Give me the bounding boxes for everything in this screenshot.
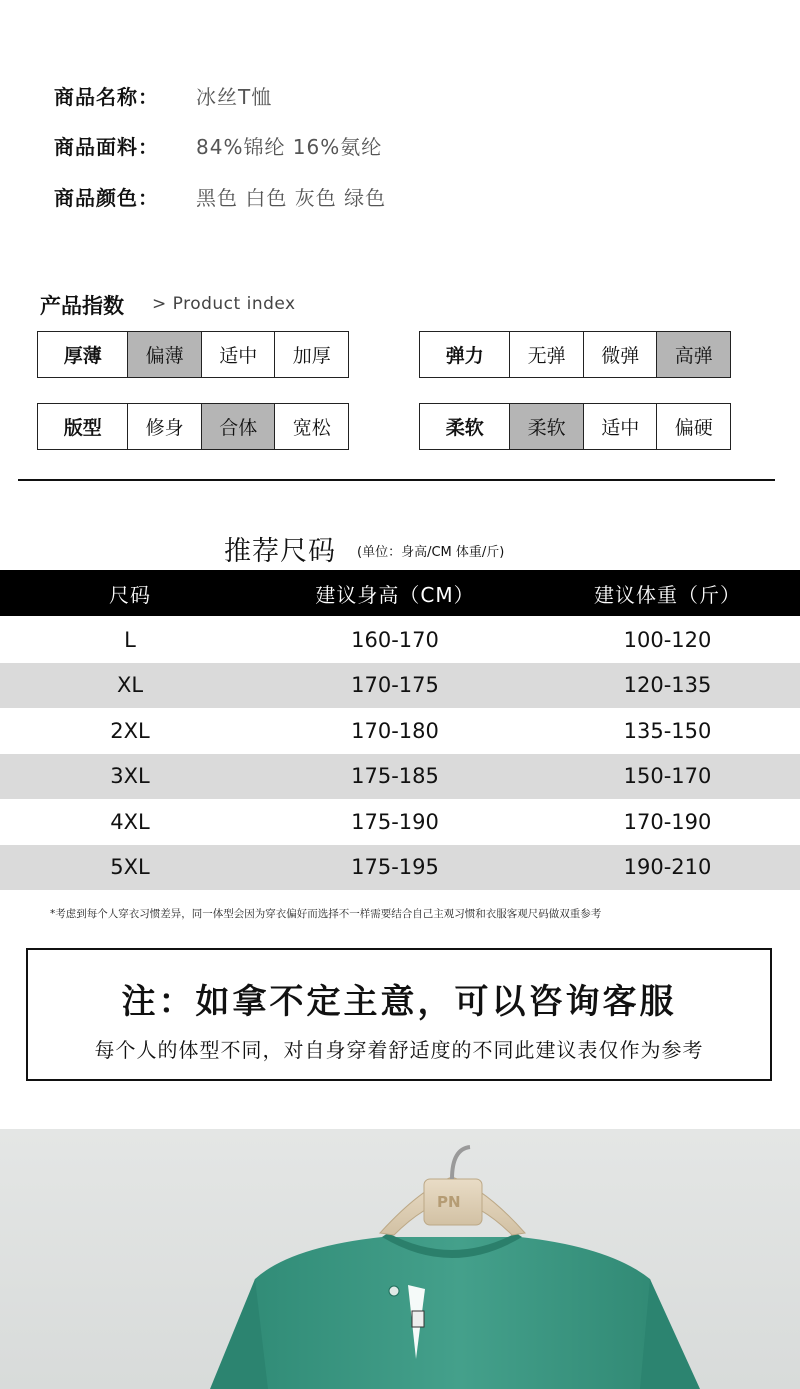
product-index-title: 产品指数 <box>40 294 124 318</box>
info-row-colors <box>54 181 386 211</box>
product-index-subtitle: > Product index <box>152 294 296 314</box>
weight-cell: 120-135 <box>623 673 712 698</box>
note-main-text: 注：如拿不定主意，可以咨询客服 <box>121 982 677 1022</box>
height-cell: 175-190 <box>351 809 439 834</box>
header-height: 建议身高（CM） <box>315 582 475 607</box>
size-cell: XL <box>116 673 144 698</box>
index-label: 厚薄 <box>63 345 102 367</box>
index-label: 弹力 <box>445 345 484 367</box>
size-cell: 2XL <box>110 718 150 743</box>
index-option: 高弹 <box>656 332 730 377</box>
size-cell: L <box>124 627 136 652</box>
table-row <box>0 799 800 845</box>
height-cell: 170-175 <box>351 673 439 698</box>
size-table-title: 推荐尺码 <box>224 536 336 567</box>
shirt-on-hanger-image <box>0 1129 800 1389</box>
index-label: 版型 <box>63 417 102 439</box>
index-option: 适中 <box>583 404 657 449</box>
hanger-brand-text: PN <box>437 1193 461 1211</box>
info-row-fabric <box>54 130 382 160</box>
index-fit <box>37 403 349 450</box>
height-cell: 160-170 <box>351 627 439 652</box>
note-sub-text: 每个人的体型不同，对自身穿着舒适度的不同此建议表仅作为参考 <box>94 1038 704 1062</box>
table-row <box>0 708 800 754</box>
index-option: 柔软 <box>509 404 583 449</box>
weight-cell: 100-120 <box>623 627 712 652</box>
header-size: 尺码 <box>109 582 151 607</box>
info-key: 商品名称： <box>54 84 159 109</box>
section-divider <box>18 479 775 481</box>
index-option: 加厚 <box>274 332 348 377</box>
size-cell: 4XL <box>110 809 150 834</box>
shirt-sleeve <box>640 1279 700 1389</box>
index-option: 宽松 <box>274 404 348 449</box>
weight-cell: 190-210 <box>623 855 712 880</box>
info-row-name <box>54 80 272 110</box>
table-row <box>0 663 800 709</box>
weight-cell: 170-190 <box>623 809 712 834</box>
index-elasticity <box>419 331 731 378</box>
size-cell: 5XL <box>110 855 150 880</box>
size-table-header <box>0 570 800 616</box>
header-weight: 建议体重（斤） <box>594 582 741 607</box>
index-option: 微弹 <box>583 332 657 377</box>
size-footnote: *考虑到每个人穿衣习惯差异，同一体型会因为穿衣偏好而选择不一样需要结合自己主观习惯和衣服客观尺码做双重参考 <box>50 908 602 920</box>
index-label: 柔软 <box>445 417 484 439</box>
index-option: 合体 <box>201 404 275 449</box>
note-box <box>26 948 772 1081</box>
index-option: 修身 <box>127 404 201 449</box>
weight-cell: 135-150 <box>623 718 712 743</box>
height-cell: 175-185 <box>351 764 439 789</box>
index-option: 无弹 <box>509 332 583 377</box>
height-cell: 170-180 <box>351 718 439 743</box>
index-option: 偏硬 <box>656 404 730 449</box>
index-softness <box>419 403 731 450</box>
info-value: 84%锦纶 16%氨纶 <box>196 134 383 159</box>
weight-cell: 150-170 <box>623 764 712 789</box>
index-thickness <box>37 331 349 378</box>
index-option: 适中 <box>201 332 275 377</box>
info-key: 商品颜色： <box>54 185 159 210</box>
size-table-unit: (单位：身高/CM 体重/斤) <box>357 545 505 560</box>
shirt-body <box>230 1237 690 1389</box>
table-row <box>0 845 800 891</box>
table-row <box>0 754 800 800</box>
height-cell: 175-195 <box>351 855 439 880</box>
info-value: 冰丝T恤 <box>196 84 273 109</box>
info-key: 商品面料： <box>54 134 159 159</box>
product-photo <box>0 1129 800 1389</box>
table-row <box>0 617 800 663</box>
size-cell: 3XL <box>110 764 150 789</box>
info-value: 黑色 白色 灰色 绿色 <box>196 185 387 210</box>
index-option: 偏薄 <box>127 332 201 377</box>
